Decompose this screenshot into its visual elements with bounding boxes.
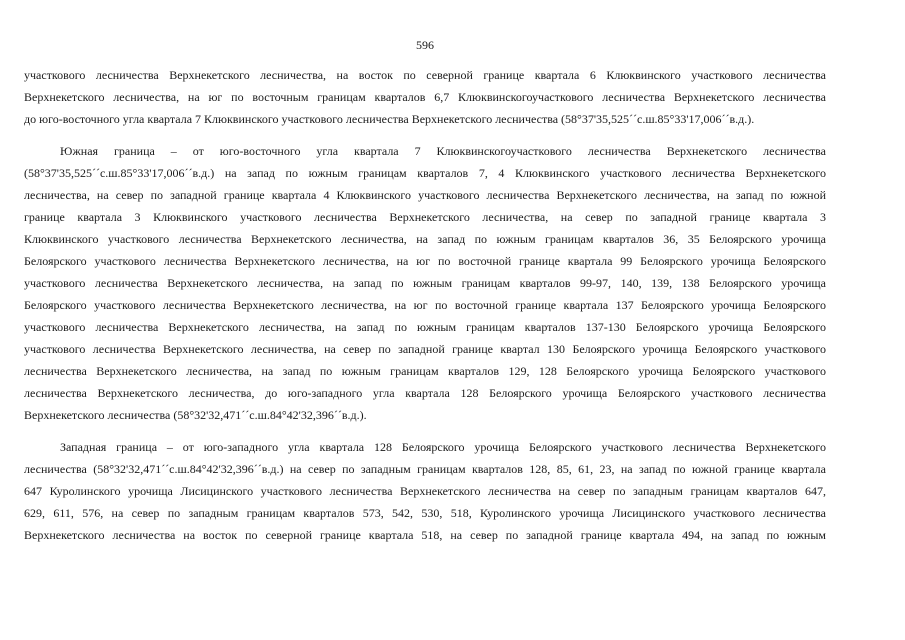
paragraph-west-border — [24, 436, 826, 546]
text-line: участкового лесничества Верхнекетского лесничества, на север по западной границе квартал 130 Белоярского урочища Белоярского участкового — [24, 342, 826, 356]
text-line: участкового лесничества Верхнекетского лесничества, на запад по южным границам кварталов 99-97, 140, 139, 138 Белоярского урочища — [24, 276, 826, 290]
text-line: участкового лесничества Верхнекетского лесничества, на запад по южным границам кварталов 137-130 Белоярского урочища Белоярского — [24, 320, 826, 334]
text-line: лесничества, на север по западной границе квартала 4 Клюквинского участкового лесничества Верхнекетского лесничества, на запад по южной — [24, 188, 826, 202]
text-line: (58°37'35,525´´с.ш.85°33'17,006´´в.д.) на запад по южным границам кварталов 7, 4 Клюквинского участкового лесничества Верхнекетского — [24, 166, 826, 180]
text-line: границе квартала 3 Клюквинского участкового лесничества Верхнекетского лесничества, на север по западной границе квартала 3 — [24, 210, 826, 224]
text-line: Верхнекетского лесничества, на юг по восточным границам кварталов 6,7 Клюквинскогоучасткового лесничества Верхнекетского лесничества — [24, 90, 826, 104]
text-line: Южная граница – от юго-восточного угла квартала 7 Клюквинскогоучасткового лесничества Верхнекетского лесничества — [60, 144, 826, 158]
text-line: лесничества (58°32'32,471´´с.ш.84°42'32,396´´в.д.) на север по западным границам кварталов 128, 85, 61, 23, на запад по южной границе квартала — [24, 462, 826, 476]
document-body — [24, 64, 826, 546]
text-line: Верхнекетского лесничества на восток по северной границе квартала 518, на север по западной границе квартала 494, на запад по южным — [24, 528, 826, 542]
text-line: Клюквинского участкового лесничества Верхнекетского лесничества, на запад по южным границам кварталов 36, 35 Белоярского урочища — [24, 232, 826, 246]
text-line: 647 Куролинского урочища Лисицинского участкового лесничества Верхнекетского лесничества на север по западным границам кварталов 647, — [24, 484, 826, 498]
paragraph-south-border — [24, 140, 826, 426]
text-line: лесничества Верхнекетского лесничества, до юго-западного угла квартала 128 Белоярского урочища Белоярского участкового лесничества — [24, 386, 826, 400]
text-line: лесничества Верхнекетского лесничества, на запад по южным границам кварталов 129, 128 Белоярского урочища Белоярского участкового — [24, 364, 826, 378]
text-line: 629, 611, 576, на север по западным границам кварталов 573, 542, 530, 518, Куролинского урочища Лисицинского участкового лесничества — [24, 506, 826, 520]
text-line: участкового лесничества Верхнекетского лесничества, на восток по северной границе квартала 6 Клюквинского участкового лесничества — [24, 68, 826, 82]
text-line: Западная граница – от юго-западного угла квартала 128 Белоярского урочища Белоярского участкового лесничества Верхнекетского — [60, 440, 826, 454]
text-line: до юго-восточного угла квартала 7 Клюквинского участкового лесничества Верхнекетского лесничества (58°37'35,525´´с.ш.85°33'17,006´´в.д.). — [24, 112, 755, 126]
text-line: Белоярского участкового лесничества Верхнекетского лесничества, на юг по восточной границе квартала 137 Белоярского урочища Белоярского — [24, 298, 826, 312]
page-number: 596 — [416, 38, 434, 52]
text-line: Верхнекетского лесничества (58°32'32,471´´с.ш.84°42'32,396´´в.д.). — [24, 408, 367, 422]
paragraph-continuation — [24, 64, 826, 130]
text-line: Белоярского участкового лесничества Верхнекетского лесничества, на юг по восточной границе квартала 99 Белоярского урочища Белоярского — [24, 254, 826, 268]
